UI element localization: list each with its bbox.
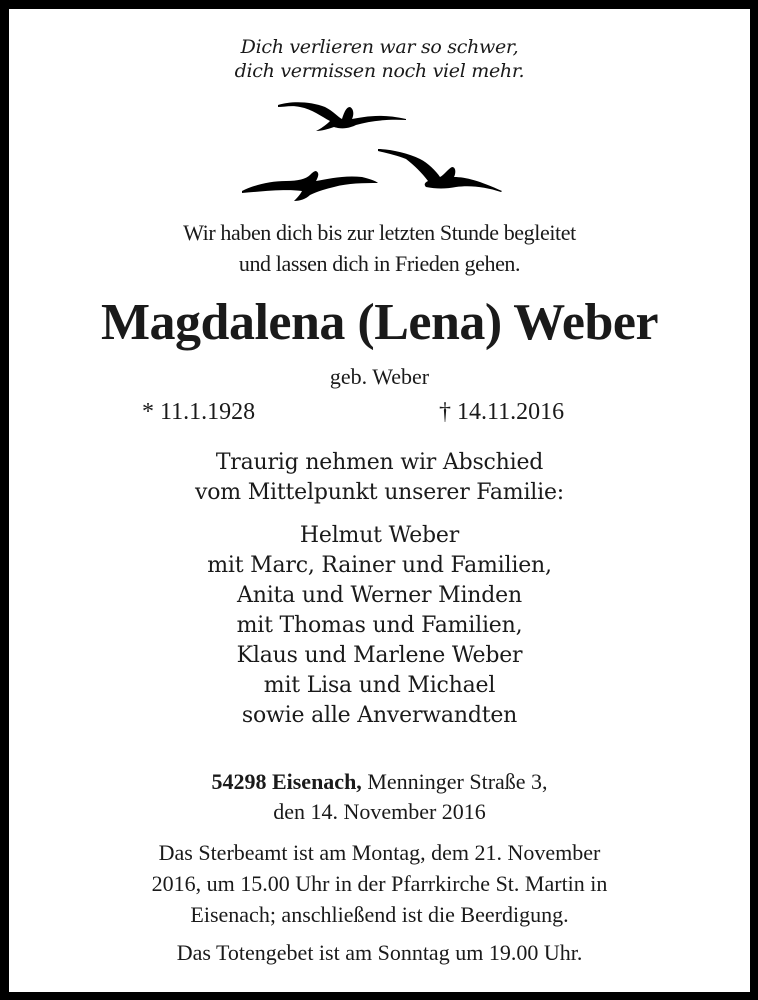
motto-line-2: dich vermissen noch viel mehr. bbox=[234, 60, 525, 82]
motto-line-1: Dich verlieren war so schwer, bbox=[240, 36, 519, 58]
birth-date: * 11.1.1928 bbox=[142, 399, 256, 425]
farewell-line-2: vom Mittelpunkt unserer Familie: bbox=[195, 480, 564, 505]
obituary-notice bbox=[9, 9, 750, 992]
address-line bbox=[9, 767, 750, 797]
service-line-2: 2016, um 15.00 Uhr in der Pfarrkirche St. Martin in bbox=[151, 871, 608, 896]
address-city: 54298 Eisenach, bbox=[211, 769, 362, 794]
mourner-line: sowie alle Anverwandten bbox=[241, 703, 518, 728]
intro-line-1: Wir haben dich bis zur letzten Stunde begleitet bbox=[183, 220, 576, 245]
mourner-line: Helmut Weber bbox=[299, 523, 460, 548]
service-line-3: Eisenach; anschließend ist die Beerdigung. bbox=[190, 902, 569, 927]
farewell-line-1: Traurig nehmen wir Abschied bbox=[215, 450, 544, 475]
address-date: den 14. November 2016 bbox=[273, 799, 486, 824]
mourner-line: Klaus und Marlene Weber bbox=[236, 643, 523, 668]
deceased-name: Magdalena (Lena) Weber bbox=[100, 294, 659, 351]
mourner-line: mit Thomas und Familien, bbox=[236, 613, 523, 638]
mourner-line: mit Lisa und Michael bbox=[263, 673, 496, 698]
death-date: † 14.11.2016 bbox=[439, 399, 565, 425]
seagull-icon bbox=[242, 171, 378, 201]
mourner-line: Anita und Werner Minden bbox=[237, 583, 522, 608]
seagulls-icon bbox=[230, 95, 520, 205]
intro-line-2: und lassen dich in Frieden gehen. bbox=[238, 251, 521, 276]
address-street: Menninger Straße 3, bbox=[361, 769, 548, 794]
mourner-line: mit Marc, Rainer und Familien, bbox=[207, 553, 552, 578]
prayer-line: Das Totengebet ist am Sonntag um 19.00 Uhr. bbox=[176, 940, 583, 965]
seagull-icon bbox=[378, 149, 502, 192]
life-dates bbox=[9, 397, 750, 427]
birth-name: geb. Weber bbox=[329, 364, 430, 389]
service-line-1: Das Sterbeamt ist am Montag, dem 21. November bbox=[158, 840, 601, 865]
seagull-icon bbox=[278, 102, 406, 131]
